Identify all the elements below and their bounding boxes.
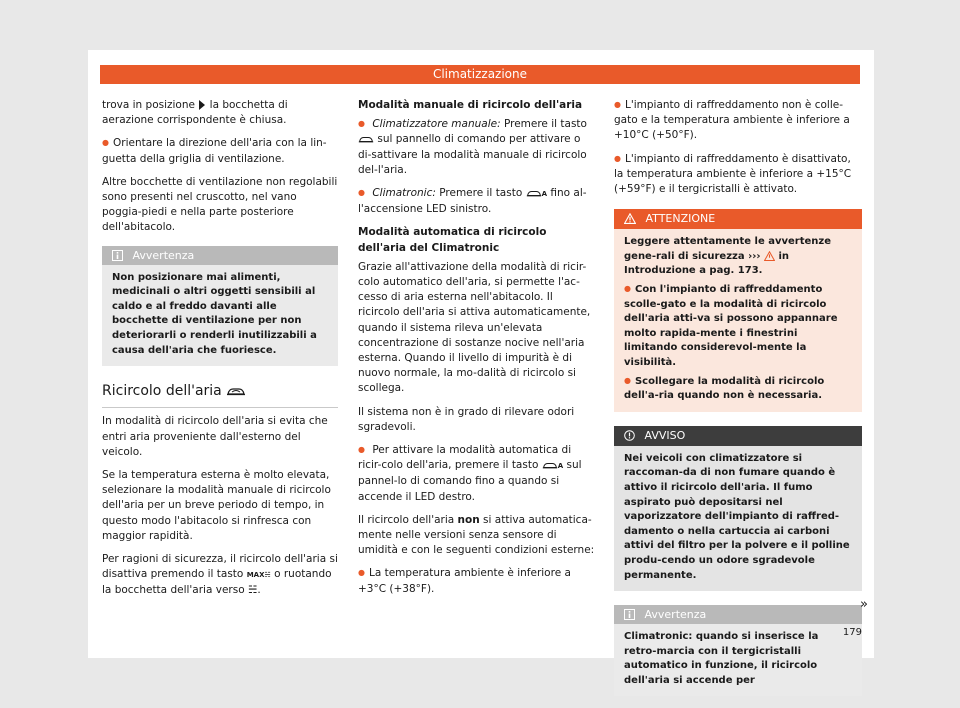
paragraph: In modalità di ricircolo dell'aria si evita che entri aria proveniente dall'esterno del veicolo. bbox=[102, 415, 328, 458]
bullet-item: ● La temperatura ambiente è inferiore a +3°C (+38°F). bbox=[358, 566, 596, 596]
warning-header: ATTENZIONE bbox=[614, 209, 862, 229]
info-icon bbox=[112, 250, 123, 261]
note-header: Avvertenza bbox=[614, 605, 862, 624]
warning-text: Leggere attentamente le avvertenze gene-rali di sicurezza ››› in Introduzione a pag. 173. ● Con l'impianto di raffreddamento scolle-gato e la modalità di ricircolo dell'aria atti-va si possono appannare molto rapida-mente i finestrini limitando considerevol-mente la visibilità. ● Scollegare la modalità di ricircolo dell'a-ria quando non è necessaria. bbox=[614, 229, 862, 412]
column-middle bbox=[358, 98, 596, 605]
closed-vent-icon bbox=[198, 100, 206, 110]
warning-triangle-icon bbox=[764, 251, 775, 261]
windshield-vent-icon: ☵ bbox=[247, 584, 258, 597]
bullet-item: ● Climatizzatore manuale: Premere il tasto sul pannello di comando per attivare o di-sattivare la modalità manuale di ricircolo del-l'aria. bbox=[358, 117, 596, 178]
bullet-item: ● Per attivare la modalità automatica di ricir-colo dell'aria, premere il tasto A sul pannel-lo di comando fino a quando si accende il LED destro. bbox=[358, 443, 596, 505]
info-icon bbox=[624, 609, 635, 620]
note-box bbox=[614, 605, 862, 696]
continue-arrow: » bbox=[860, 597, 868, 612]
paragraph: Il sistema non è in grado di rilevare odori sgradevoli. bbox=[358, 405, 575, 433]
max-defrost-icon: MAX☵ bbox=[246, 571, 271, 580]
page-number: 179 bbox=[842, 627, 862, 638]
recirculation-car-icon bbox=[226, 386, 246, 397]
paragraph: Se la temperatura esterna è molto elevata, selezionare la modalità manuale di ricircolo dell'aria per un breve periodo di tempo, in questo modo l'abitacolo si rinfresca con maggior rapidità. bbox=[102, 469, 331, 542]
notice-text: Nei veicoli con climatizzatore si raccoman-da di non fumare quando è attivo il ricircolo dell'aria. Il fumo aspirato può depositarsi nel vaporizzatore dell'impianto di raffred-damento o nella cartuccia ai carboni attivi del filtro per la polvere e il polline produ-cendo un odore sgradevole permanente. bbox=[624, 452, 850, 581]
paragraph: trova in posizione la bocchetta di aerazione corrispondente è chiusa. bbox=[102, 99, 288, 127]
recirculation-car-icon bbox=[526, 189, 542, 198]
bullet-item: ● Orientare la direzione dell'aria con la lin-guetta della griglia di ventilazione. bbox=[102, 136, 338, 166]
column-right bbox=[614, 98, 862, 708]
warning-box bbox=[614, 209, 862, 412]
bullet-item: ● Climatronic: Premere il tasto A fino al-l'accensione LED sinistro. bbox=[358, 186, 596, 217]
subheading: Modalità manuale di ricircolo dell'aria bbox=[358, 99, 583, 111]
column-left bbox=[102, 98, 338, 607]
note-text: Non posizionare mai alimenti, medicinali o altri oggetti sensibili al caldo e al freddo davanti alle bocchette di ventilazione per non deteriorarli o renderli inutilizzabili a causa dell'aria che fuoriesce. bbox=[112, 271, 317, 356]
paragraph: Grazie all'attivazione della modalità di ricir-colo automatico dell'aria, si permette l'ac-cesso di aria esterna nell'abitacolo. Il ricircolo dell'aria si attiva automaticamente, quando il sistema rileva un'elevata concentrazione di sostanze nocive nell'aria esterna. Quando il livello di impurità è di nuovo normale, la mo-dalità di ricircolo si scollega. bbox=[358, 260, 591, 395]
note-header: Avvertenza bbox=[102, 246, 338, 265]
chapter-header: Climatizzazione bbox=[100, 65, 860, 84]
paragraph: Il ricircolo dell'aria non si attiva automatica-mente nelle versioni senza sensore di umidità e con le seguenti condizioni esterne: bbox=[358, 513, 595, 557]
recirculation-car-icon bbox=[542, 461, 558, 470]
paragraph: Per ragioni di sicurezza, il ricircolo dell'aria si disattiva premendo il tasto MAX☵ o ruotando la bocchetta dell'aria verso ☵. bbox=[102, 553, 338, 597]
recirculation-car-icon bbox=[358, 135, 374, 144]
notice-box bbox=[614, 426, 862, 591]
section-title: Ricircolo dell'aria bbox=[102, 384, 338, 408]
warning-bullet: ● Con l'impianto di raffreddamento scolle-gato e la modalità di ricircolo dell'aria atti-va si possono appannare molto rapida-mente i finestrini limitando considerevol-mente la visibilità. bbox=[624, 283, 852, 371]
exclamation-circle-icon bbox=[624, 430, 635, 441]
warning-bullet: ● Scollegare la modalità di ricircolo dell'a-ria quando non è necessaria. bbox=[624, 375, 852, 404]
notice-header: AVVISO bbox=[614, 426, 862, 446]
bullet-item: ● L'impianto di raffreddamento non è colle-gato e la temperatura ambiente è inferiore a +10°C (+50°F). bbox=[614, 98, 862, 144]
note-box bbox=[102, 246, 338, 367]
subheading: Modalità automatica di ricircolo dell'aria del Climatronic bbox=[358, 226, 547, 254]
warning-triangle-icon bbox=[624, 213, 636, 224]
note-text: Climatronic: quando si inserisce la retro-marcia con il tergicristalli automatico in funzione, il ricircolo dell'aria si accende per bbox=[624, 631, 819, 686]
bullet-item: ● L'impianto di raffreddamento è disattivato, la temperatura ambiente è inferiore a +15°C (+59°F) e il tergicristalli è attivato. bbox=[614, 152, 862, 198]
manual-page bbox=[88, 50, 874, 686]
paragraph: Altre bocchette di ventilazione non regolabili sono presenti nel cruscotto, nel vano poggia-piedi e nella parte posteriore dell'abitacolo. bbox=[102, 175, 338, 234]
